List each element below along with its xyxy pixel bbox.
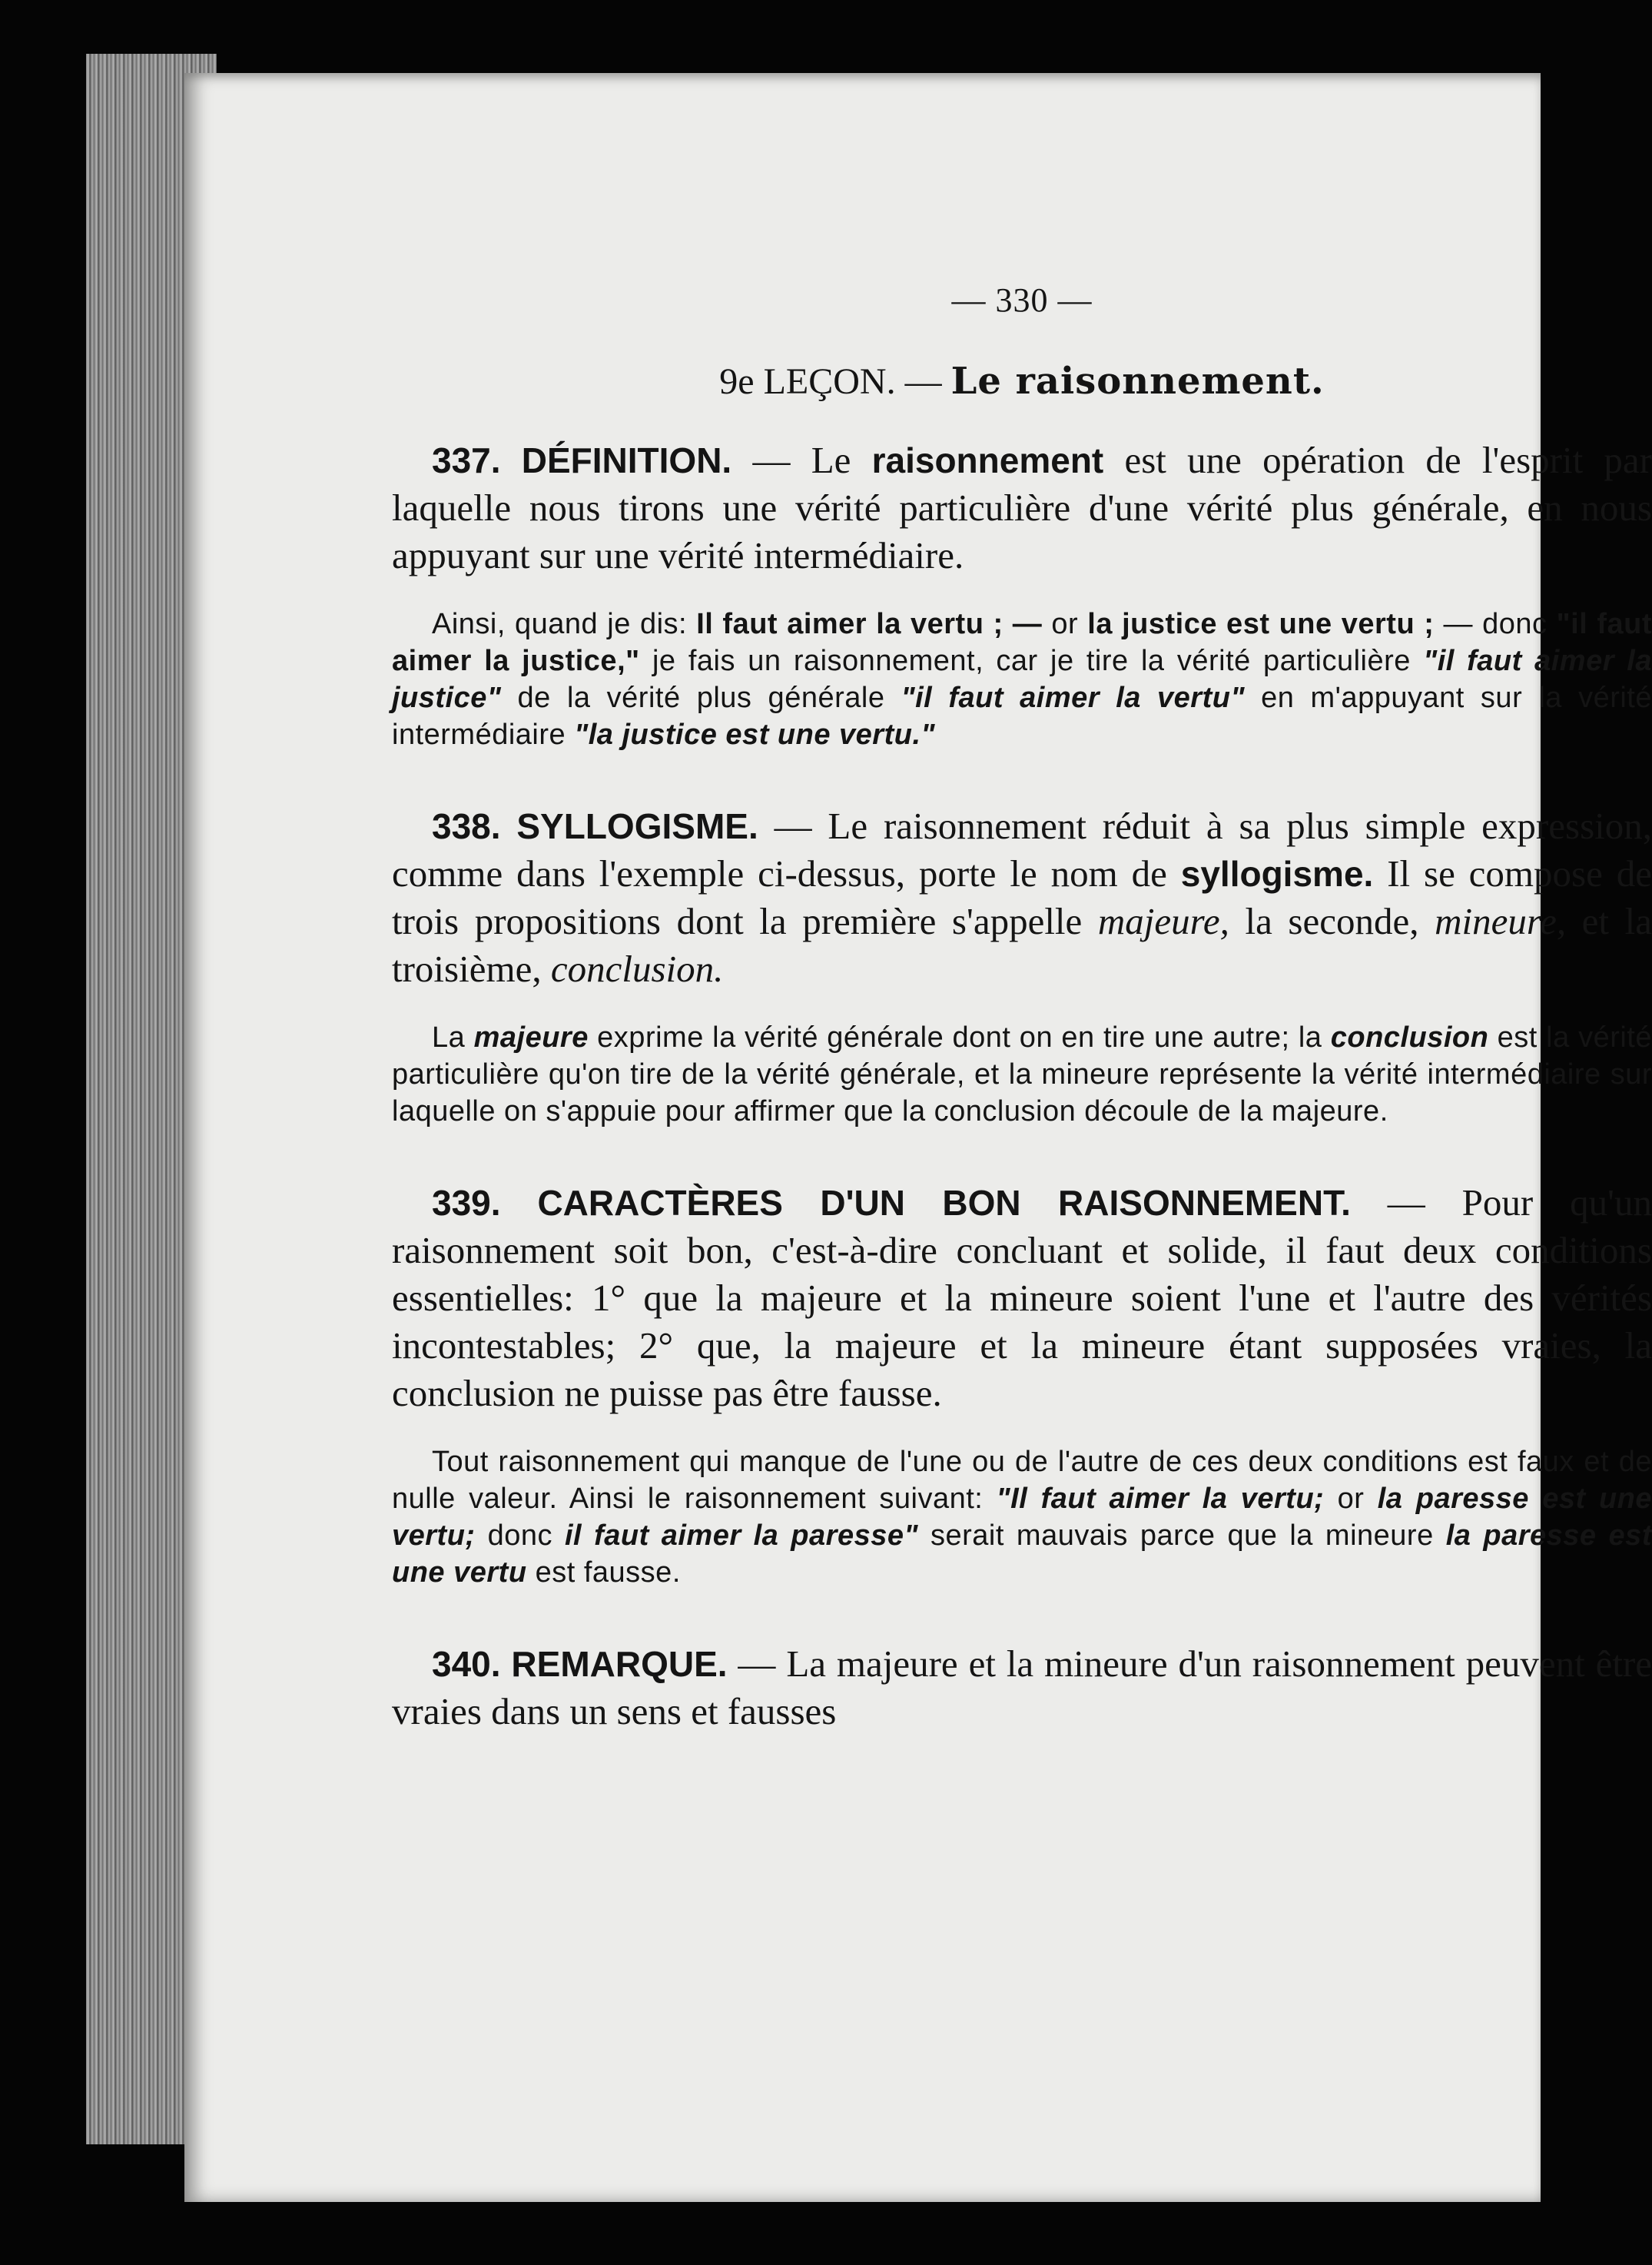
section-340-body <box>392 1640 1652 1735</box>
bold-term: raisonnement <box>871 440 1104 480</box>
section-heading: DÉFINITION. <box>521 440 732 480</box>
body-text: et la troisième, <box>392 900 1652 990</box>
note-italic: il faut aimer la paresse" <box>564 1519 918 1552</box>
note-text: serait mauvais parce que la mineure <box>918 1519 1446 1552</box>
note-bold: Il faut aimer la vertu ; — <box>696 608 1043 640</box>
section-heading: SYLLOGISME. <box>516 806 758 846</box>
body-text: est une opération de l'esprit par laquelle nous tirons une vérité particulière d'une vérité plus générale, en nous appuyant sur une vérité intermédiaire. <box>392 439 1652 576</box>
section-number: 337. <box>432 440 501 480</box>
section-heading: REMARQUE. <box>511 1644 728 1684</box>
section-heading: CARACTÈRES D'UN BON RAISONNEMENT. <box>537 1183 1351 1223</box>
section-340 <box>392 1640 1652 1735</box>
section-number: 339. <box>432 1183 501 1223</box>
note-text: est la vérité particulière qu'on tire de la vérité générale, et la mineure représente la vérité intermédiaire sur laquelle on s'appuie pour affirmer que la conclusion découle de la majeure. <box>392 1021 1652 1128</box>
note-text: — donc <box>1434 608 1557 640</box>
note-text: Ainsi, quand je dis: <box>432 608 697 640</box>
section-339 <box>392 1179 1652 1591</box>
note-italic: "il faut aimer la justice" <box>392 645 1652 714</box>
note-bold: "il faut aimer la justice," <box>392 608 1652 677</box>
book-page <box>184 73 1652 2202</box>
note-text: je fais un raisonnement, car je tire la vérité particulière <box>639 645 1424 677</box>
note-italic: conclusion <box>1330 1021 1489 1054</box>
section-338-note <box>392 1019 1652 1130</box>
body-text: — La majeure et la mineure d'un raisonnement peuvent être vraies dans un sens et fausses <box>392 1642 1652 1732</box>
page-number: — 330 — <box>951 281 1093 319</box>
bold-term: syllogisme. <box>1180 854 1374 894</box>
page-content <box>392 202 1652 1735</box>
note-text: or <box>1324 1483 1378 1515</box>
note-text: Tout raisonnement qui manque de l'une ou de l'autre de ces deux conditions est faux et de nulle valeur. Ainsi le raisonnement suivant: <box>392 1446 1652 1515</box>
lesson-name: Le raisonnement. <box>950 360 1325 403</box>
note-italic: "il faut aimer la vertu" <box>901 682 1245 714</box>
section-338 <box>392 802 1652 1130</box>
lesson-title <box>392 360 1652 403</box>
note-text: est fausse. <box>526 1556 681 1589</box>
body-text: Il se compose de trois propositions dont la première s'appelle <box>392 852 1652 942</box>
note-italic: "la justice est une vertu." <box>574 719 936 751</box>
body-text: — Le <box>731 439 872 481</box>
note-text: exprime la vérité générale dont on en tire une autre; la <box>588 1021 1331 1054</box>
body-text: — Le raisonnement réduit à sa plus simple expression, comme dans l'exemple ci-dessus, porte le nom de <box>392 805 1652 895</box>
note-text: La <box>432 1021 474 1054</box>
section-337-note <box>392 606 1652 753</box>
lesson-prefix: 9e LEÇON. — <box>719 361 942 402</box>
note-text: en m'appuyant sur la vérité intermédiaire <box>392 682 1652 751</box>
note-italic: majeure <box>473 1021 589 1054</box>
italic-term: majeure, <box>1097 900 1229 942</box>
section-337 <box>392 437 1652 753</box>
section-339-body <box>392 1179 1652 1417</box>
section-338-body <box>392 802 1652 993</box>
note-text: de la vérité plus générale <box>501 682 901 714</box>
note-italic: "Il faut aimer la vertu; <box>996 1483 1325 1515</box>
section-number: 340. <box>432 1644 501 1684</box>
body-text: — Pour qu'un raisonnement soit bon, c'est-à-dire concluant et solide, il faut deux conditions essentielles: 1° que la majeure et la mineure soient l'une et l'autre des vérités incontestables; 2° que, la majeure et la mineure étant supposées vraies, la conclusion ne puisse pas être fausse. <box>392 1181 1652 1414</box>
note-bold: la justice est une vertu ; <box>1087 608 1435 640</box>
italic-term: mineure, <box>1435 900 1567 942</box>
section-337-body <box>392 437 1652 580</box>
note-italic: la paresse est une vertu; <box>392 1483 1652 1552</box>
note-text: donc <box>475 1519 565 1552</box>
section-number: 338. <box>432 806 501 846</box>
body-text: la seconde, <box>1229 900 1435 942</box>
italic-term: conclusion. <box>550 948 724 990</box>
note-italic: la paresse est une vertu <box>392 1519 1652 1589</box>
note-text: or <box>1042 608 1088 640</box>
section-339-note <box>392 1443 1652 1591</box>
